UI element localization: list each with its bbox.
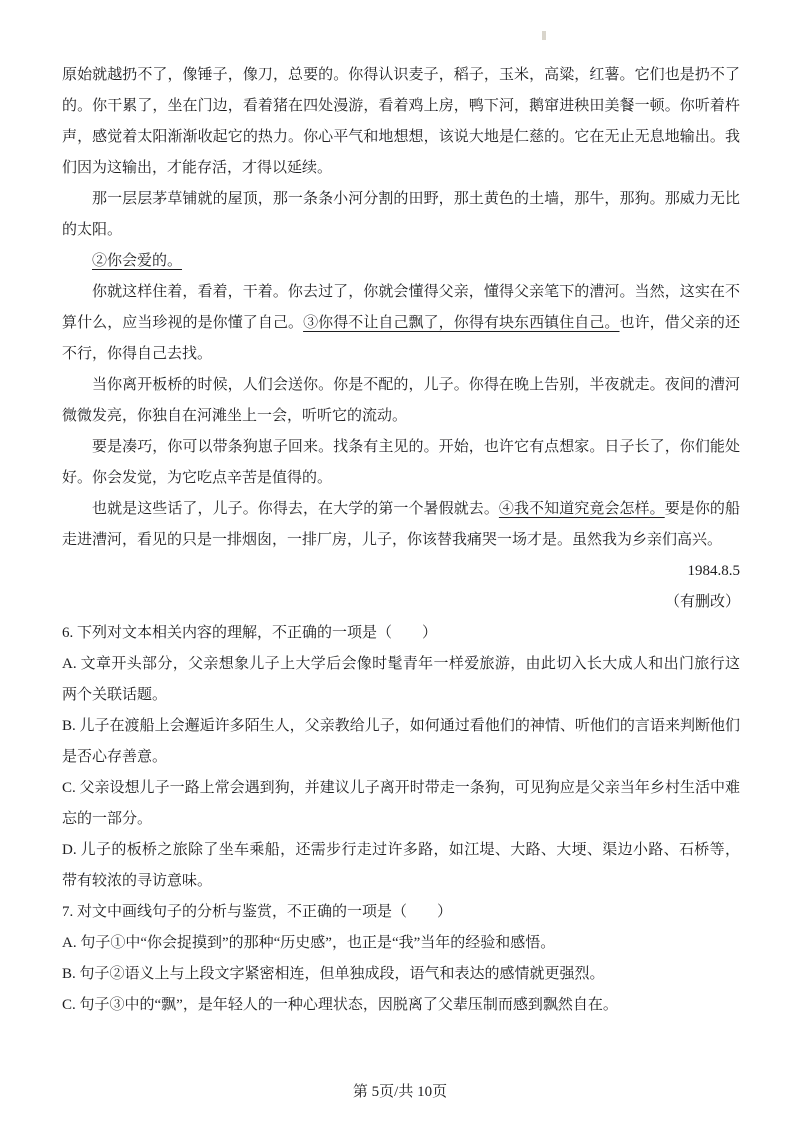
question-7-option-c — [62, 990, 740, 1021]
option-text: C. 句子③中的“飘”，是年轻人的一种心理状态，因脱离了父辈压制而感到飘然自在。 — [62, 997, 618, 1013]
underlined-sentence-4: ④我不知道究竟会怎样。 — [498, 501, 665, 517]
question-6-option-c — [62, 773, 740, 835]
scan-artifact — [542, 31, 546, 40]
passage-paragraph — [62, 246, 740, 277]
question-6-stem — [62, 618, 740, 649]
passage-date — [62, 556, 740, 587]
passage-paragraph — [62, 494, 740, 556]
option-text: C. 父亲设想儿子一路上常会遇到狗，并建议儿子离开时带走一条狗，可见狗应是父亲当年乡村生活中难忘的一部分。 — [62, 780, 740, 827]
passage-paragraph — [62, 370, 740, 432]
question-6-option-a — [62, 649, 740, 711]
passage-sentence: 也就是这些话了，儿子。你得去，在大学的第一个暑假就去。 — [92, 501, 499, 517]
option-text: B. 儿子在渡船上会邂逅许多陌生人，父亲教给儿子，如何通过看他们的神情、听他们的言语来判断他们是否心存善意。 — [62, 718, 740, 765]
passage-sentence: 那一层层茅草铺就的屋顶，那一条条小河分割的田野，那土黄色的土墙，那牛，那狗。那威力无比的太阳。 — [62, 191, 740, 238]
passage-sentence: 原始就越扔不了，像锤子，像刀，总要的。你得认识麦子，稻子，玉米，高粱，红薯。它们也是扔不了的。你干累了，坐在门边，看着猪在四处漫游，看着鸡上房，鸭下河，鹅窜进秧田美餐一顿。你听着杵声，感觉着太阳渐渐收起它的热力。你心平气和地想想，该说大地是仁慈的。它在无止无息地输出。我们因为这输出，才能存活，才得以延续。 — [62, 67, 740, 176]
option-text: D. 儿子的板桥之旅除了坐车乘船，还需步行走过许多路，如江堤、大路、大埂、渠边小路、石桥等，带有较浓的寻访意味。 — [62, 842, 740, 889]
passage-sentence: 要是凑巧，你可以带条狗崽子回来。找条有主见的。开始，也许它有点想家。日子长了，你们能处好。你会发觉，为它吃点辛苦是值得的。 — [62, 439, 740, 486]
question-7 — [62, 897, 740, 1021]
passage-sentence: 要是你的船走进漕河，看见的只是一排烟囱，一排厂房，儿子，你该替我痛哭一场才是。虽然我为乡亲们高兴。 — [62, 501, 740, 548]
passage-paragraph — [62, 432, 740, 494]
option-text: A. 文章开头部分，父亲想象儿子上大学后会像时髦青年一样爱旅游，由此切入长大成人和出门旅行这两个关联话题。 — [62, 656, 740, 703]
question-7-stem — [62, 897, 740, 928]
passage-sentence: 你就这样住着，看着，干着。你去过了，你就会懂得父亲，懂得父亲笔下的漕河。当然，这实在不算什么，应当珍视的是你懂了自己。 — [62, 284, 740, 331]
underlined-sentence-2: ②你会爱的。 — [92, 253, 183, 269]
question-6-option-b — [62, 711, 740, 773]
date-text: 1984.8.5 — [687, 563, 740, 579]
question-7-option-b — [62, 959, 740, 990]
question-6-option-d — [62, 835, 740, 897]
question-7-option-a — [62, 928, 740, 959]
passage-paragraph — [62, 60, 740, 184]
passage-edit-note — [62, 587, 740, 618]
option-text: A. 句子①中“你会捉摸到”的那种“历史感”，也正是“我”当年的经验和感悟。 — [62, 935, 556, 951]
page-indicator: 第 5页/共 10页 — [352, 1084, 448, 1100]
passage-sentence: 当你离开板桥的时候，人们会送你。你是不配的，儿子。你得在晚上告别，半夜就走。夜间的漕河微微发亮，你独自在河滩坐上一会，听听它的流动。 — [62, 377, 740, 424]
passage-sentence: 也许，借父亲的还不行，你得自己去找。 — [62, 315, 740, 362]
question-stem-text: 7. 对文中画线句子的分析与鉴赏，不正确的一项是（ ） — [62, 904, 453, 920]
underlined-sentence-3: ③你得不让自己飘了，你得有块东西镇住自己。 — [303, 315, 620, 331]
passage-paragraph — [62, 277, 740, 370]
question-6 — [62, 618, 740, 897]
reading-passage — [62, 60, 740, 618]
page-number-footer — [0, 1077, 800, 1108]
passage-paragraph — [62, 184, 740, 246]
question-stem-text: 6. 下列对文本相关内容的理解，不正确的一项是（ ） — [62, 625, 438, 641]
option-text: B. 句子②语义上与上段文字紧密相连，但单独成段，语气和表达的感情就更强烈。 — [62, 966, 605, 982]
edit-note-text: （有删改） — [664, 594, 740, 610]
